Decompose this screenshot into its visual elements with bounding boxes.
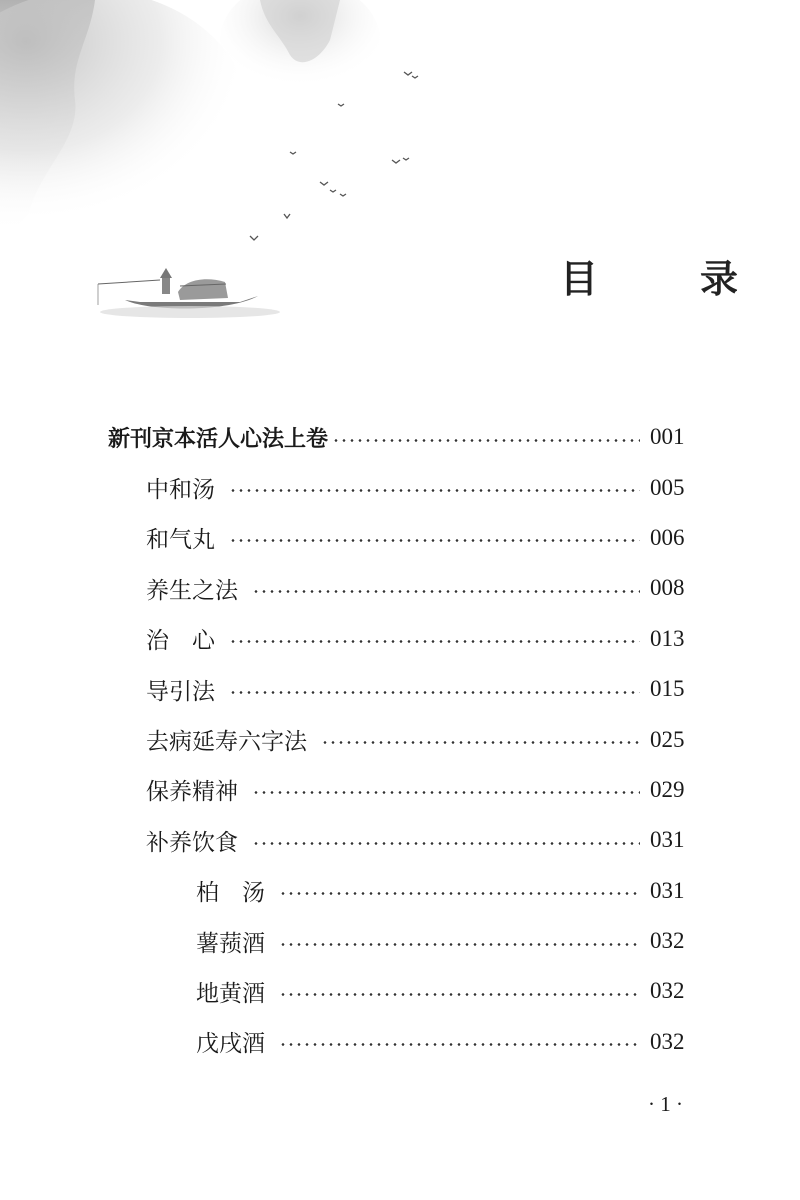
toc-entry-title: 补养饮食 (146, 829, 238, 856)
toc-entry[interactable] (0, 1017, 800, 1067)
mist-left (0, 0, 250, 250)
toc-entry-title: 导引法 (146, 678, 215, 705)
toc-entry-page: 032 (650, 1028, 685, 1054)
toc-entry-title: 薯蓣酒 (196, 930, 265, 957)
dot-leader (279, 993, 640, 996)
dot-leader (252, 590, 640, 593)
toc-entry-page: 013 (650, 625, 685, 651)
toc-entry[interactable] (0, 866, 800, 916)
toc-entry[interactable] (0, 664, 800, 714)
dot-leader (229, 691, 640, 694)
toc-entry[interactable] (0, 916, 800, 966)
landscape-illustration (0, 0, 480, 340)
dot-leader (321, 741, 640, 744)
toc-entry[interactable] (0, 815, 800, 865)
dot-leader (279, 943, 640, 946)
dot-leader (332, 439, 640, 442)
toc-entry-title: 柏 汤 (196, 880, 265, 907)
toc-entry-title: 新刊京本活人心法上卷 (108, 426, 329, 452)
toc-entry-title: 养生之法 (146, 577, 238, 604)
dot-leader (229, 539, 640, 542)
table-of-contents (0, 412, 800, 1067)
dot-leader (252, 791, 640, 794)
toc-entry-title: 戊戌酒 (196, 1031, 265, 1058)
toc-entry-page: 008 (650, 575, 685, 601)
toc-entry-page: 031 (650, 877, 685, 903)
toc-entry-title: 地黄酒 (196, 980, 265, 1007)
birds-icon (250, 72, 418, 240)
dot-leader (279, 892, 640, 895)
toc-entry[interactable] (0, 563, 800, 613)
toc-entry-page: 032 (650, 978, 685, 1004)
toc-entry-title: 和气丸 (146, 527, 215, 554)
toc-entry-title: 中和汤 (146, 477, 215, 504)
toc-entry[interactable] (0, 966, 800, 1016)
toc-entry-page: 001 (650, 424, 685, 450)
toc-entry[interactable] (0, 614, 800, 664)
dot-leader (229, 640, 640, 643)
toc-entry[interactable] (0, 462, 800, 512)
toc-entry-page: 015 (650, 676, 685, 702)
toc-entry[interactable] (0, 714, 800, 764)
page-number: · 1 · (648, 1092, 683, 1116)
toc-entry[interactable] (0, 412, 800, 462)
toc-entry-page: 006 (650, 524, 685, 550)
toc-entry-page: 031 (650, 827, 685, 853)
dot-leader (279, 1043, 640, 1046)
toc-entry[interactable] (0, 765, 800, 815)
toc-entry-title: 保养精神 (146, 779, 238, 806)
toc-entry-title: 治 心 (146, 628, 215, 655)
fishing-boat-icon (98, 268, 280, 318)
toc-entry-page: 025 (650, 726, 685, 752)
page-title: 目 录 (560, 257, 771, 301)
toc-entry-page: 005 (650, 474, 685, 500)
dot-leader (229, 489, 640, 492)
toc-entry[interactable] (0, 513, 800, 563)
toc-entry-page: 032 (650, 928, 685, 954)
dot-leader (252, 842, 640, 845)
toc-entry-title: 去病延寿六字法 (146, 729, 307, 756)
toc-entry-page: 029 (650, 776, 685, 802)
